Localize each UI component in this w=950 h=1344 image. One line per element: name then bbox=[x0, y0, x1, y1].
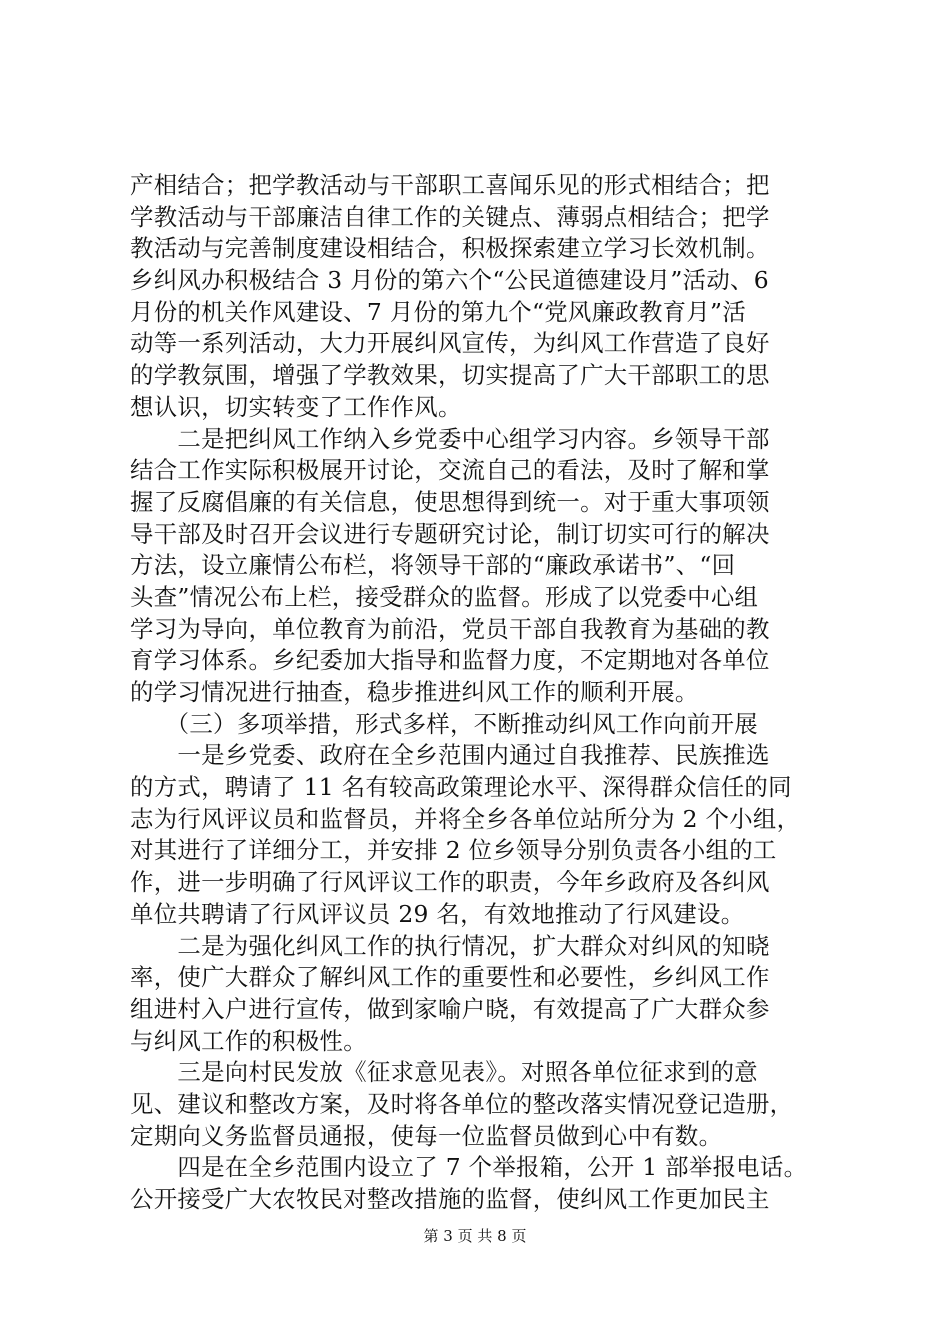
text-line: 产相结合；把学教活动与干部职工喜闻乐见的形式相结合；把 bbox=[130, 171, 770, 199]
text-line: 二是把纠风工作纳入乡党委中心组学习内容。乡领导干部 bbox=[130, 424, 770, 453]
body-text bbox=[130, 170, 830, 1216]
text-line: 导干部及时召开会议进行专题研究讨论，制订切实可行的解决 bbox=[130, 519, 770, 548]
text-line: 公开接受广大农牧民对整改措施的监督，使纠风工作更加民主 bbox=[130, 1185, 770, 1213]
text-line: 一是乡党委、政府在全乡范围内通过自我推荐、民族推选 bbox=[130, 741, 770, 770]
text-line: 的学教氛围，增强了学教效果，切实提高了广大干部职工的思 bbox=[130, 361, 770, 390]
text-line: 的学习情况进行抽查，稳步推进纠风工作的顺利开展。 bbox=[130, 678, 699, 706]
text-line: 率，使广大群众了解纠风工作的重要性和必要性，乡纠风工作 bbox=[130, 963, 770, 992]
text-line: 学教活动与干部廉洁自律工作的关键点、薄弱点相结合；把学 bbox=[130, 202, 770, 231]
text-line: 育学习体系。乡纪委加大指导和监督力度，不定期地对各单位 bbox=[130, 646, 770, 675]
text-line: 与纠风工作的积极性。 bbox=[130, 1026, 367, 1055]
text-line: 二是为强化纠风工作的执行情况，扩大群众对纠风的知晓 bbox=[130, 931, 770, 960]
text-line: 握了反腐倡廉的有关信息，使思想得到统一。对于重大事项领 bbox=[130, 487, 770, 516]
text-line: 的方式，聘请了 11 名有较高政策理论水平、深得群众信任的同 bbox=[130, 773, 792, 802]
section-heading: （三）多项举措，形式多样，不断推动纠风工作向前开展 bbox=[130, 709, 758, 738]
text-line: 动等一系列活动，大力开展纠风宣传，为纠风工作营造了良好 bbox=[130, 329, 770, 358]
page-number-footer: 第 3 页 共 8 页 bbox=[423, 1227, 527, 1245]
text-line: 志为行风评议员和监督员，并将全乡各单位站所分为 2 个小组， bbox=[130, 804, 801, 833]
text-line: 组进村入户进行宣传，做到家喻户晓，有效提高了广大群众参 bbox=[130, 994, 770, 1023]
text-line: 乡纠风办积极结合 3 月份的第六个“公民道德建设月”活动、6 bbox=[130, 266, 769, 295]
text-line: 三是向村民发放《征求意见表》。对照各单位征求到的意 bbox=[130, 1058, 758, 1087]
text-line: 月份的机关作风建设、7 月份的第九个“党风廉政教育月”活 bbox=[130, 297, 747, 326]
text-line: 方法，设立廉情公布栏，将领导干部的“廉政承诺书”、“回 bbox=[130, 551, 736, 580]
text-line: 单位共聘请了行风评议员 29 名，有效地推动了行风建设。 bbox=[130, 899, 745, 928]
text-line: 头查”情况公布上栏，接受群众的监督。形成了以党委中心组 bbox=[130, 582, 759, 611]
text-line: 想认识，切实转变了工作作风。 bbox=[130, 392, 462, 421]
text-line: 四是在全乡范围内设立了 7 个举报箱，公开 1 部举报电话。 bbox=[130, 1153, 808, 1182]
text-line: 教活动与完善制度建设相结合，积极探索建立学习长效机制。 bbox=[130, 234, 770, 263]
text-line: 对其进行了详细分工，并安排 2 位乡领导分别负责各小组的工 bbox=[130, 836, 777, 865]
text-line: 结合工作实际积极展开讨论，交流自己的看法，及时了解和掌 bbox=[130, 456, 770, 485]
text-line: 见、建议和整改方案，及时将各单位的整改落实情况登记造册， bbox=[130, 1089, 794, 1118]
text-line: 定期向义务监督员通报，使每一位监督员做到心中有数。 bbox=[130, 1121, 723, 1150]
text-line: 学习为导向，单位教育为前沿，党员干部自我教育为基础的教 bbox=[130, 614, 770, 643]
text-line: 作，进一步明确了行风评议工作的职责，今年乡政府及各纠风 bbox=[130, 868, 770, 897]
